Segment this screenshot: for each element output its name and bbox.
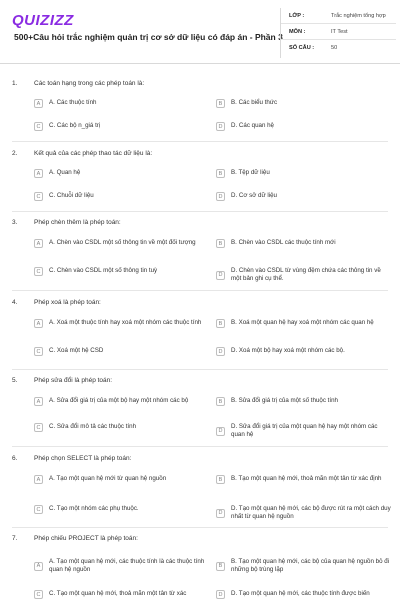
divider [12, 446, 388, 447]
question-text: Phép xoá là phép toán: [34, 299, 101, 306]
option-b[interactable] [216, 239, 391, 248]
option-letter: B [216, 169, 225, 178]
option-text: A. Tạo một quan hệ mới từ quan hệ nguồn [49, 475, 167, 483]
option-text: C. Tạo một nhóm các phụ thuộc. [49, 505, 139, 513]
option-text: D. Sửa đổi giá trị của một quan hệ hay một nhóm các quan hệ [231, 423, 378, 439]
question-number: 5. [12, 377, 18, 384]
option-letter: B [216, 99, 225, 108]
option-c[interactable] [34, 347, 209, 356]
option-text: D. Chèn vào CSDL từ vùng đệm chứa các thông tin về một bản ghi cụ thể. [231, 267, 381, 283]
option-b[interactable] [216, 475, 391, 484]
option-letter: A [34, 397, 43, 406]
question-text: Kết quả của các phép thao tác dữ liệu là: [34, 150, 153, 157]
option-text: A. Chèn vào CSDL một số thông tin về một đối tượng [49, 239, 196, 247]
option-c[interactable] [34, 122, 209, 131]
option-letter: D [216, 122, 225, 131]
page-header [0, 0, 400, 64]
option-letter: C [34, 122, 43, 131]
page-title: 500+Câu hỏi trắc nghiệm quản trị cơ sở dữ liệu có đáp án - Phần 3 [14, 32, 283, 42]
question-number: 1. [12, 80, 18, 87]
option-a[interactable] [34, 239, 209, 248]
option-letter: D [216, 590, 225, 599]
option-text: C. Xoá một hệ CSD [49, 347, 104, 355]
option-text: B. Sửa đổi giá trị của một số thuộc tính [231, 397, 338, 405]
option-text: A. Sửa đổi giá trị của một bộ hay một nhóm các bộ [49, 397, 189, 405]
meta-value: IT Test [331, 28, 348, 35]
option-a[interactable] [34, 475, 209, 484]
option-c[interactable] [34, 423, 209, 432]
option-d[interactable] [216, 347, 391, 356]
option-letter: B [216, 239, 225, 248]
question-number: 3. [12, 219, 18, 226]
option-text: B. Xoá một quan hệ hay xoá một nhóm các quan hệ [231, 319, 374, 327]
option-text: C. Các bộ n_giá trị [49, 122, 101, 130]
option-text: C. Sửa đổi mô tả các thuộc tính [49, 423, 137, 431]
option-d[interactable] [216, 423, 391, 440]
option-c[interactable] [34, 192, 209, 201]
option-letter: D [216, 192, 225, 201]
question-text: Phép chèn thêm là phép toán: [34, 219, 121, 226]
option-letter: D [216, 347, 225, 356]
option-letter: B [216, 562, 225, 571]
option-letter: B [216, 475, 225, 484]
option-a[interactable] [34, 169, 209, 178]
option-a[interactable] [34, 99, 209, 108]
meta-key: LỚP : [289, 12, 305, 19]
option-letter: B [216, 319, 225, 328]
meta-table [280, 8, 396, 58]
divider [12, 527, 388, 528]
divider [12, 369, 388, 370]
option-b[interactable] [216, 558, 391, 575]
option-text: B. Chèn vào CSDL các thuộc tính mới [231, 239, 336, 247]
option-text: B. Các biểu thức [231, 99, 278, 107]
question-number: 6. [12, 455, 18, 462]
option-a[interactable] [34, 319, 209, 328]
option-text: B. Tạo một quan hệ mới, các bộ của quan hệ nguồn bỏ đi những bộ trùng lặp [231, 558, 390, 574]
option-letter: A [34, 239, 43, 248]
option-text: D. Cơ sở dữ liệu [231, 192, 277, 200]
meta-row-subject [281, 24, 396, 40]
option-letter: D [216, 271, 225, 280]
option-a[interactable] [34, 397, 209, 406]
option-text: D. Xoá một bộ hay xoá một nhóm các bộ. [231, 347, 345, 355]
option-text: B. Tệp dữ liệu [231, 169, 270, 177]
option-d[interactable] [216, 192, 391, 201]
option-letter: A [34, 169, 43, 178]
question-text: Phép sửa đổi là phép toán: [34, 377, 113, 384]
option-text: C. Chèn vào CSDL một số thông tin tuỳ [49, 267, 158, 275]
divider [12, 141, 388, 142]
option-letter: C [34, 347, 43, 356]
option-letter: C [34, 505, 43, 514]
option-d[interactable] [216, 590, 391, 599]
option-letter: C [34, 423, 43, 432]
option-letter: B [216, 397, 225, 406]
option-text: A. Quan hệ [49, 169, 81, 177]
option-text: D. Tạo một quan hệ mới, các bộ được rút ra một cách duy nhất từ quan hệ nguồn [231, 505, 391, 521]
option-text: A. Các thuộc tính [49, 99, 97, 107]
option-text: D. Các quan hệ [231, 122, 274, 130]
option-c[interactable] [34, 590, 209, 599]
question-number: 2. [12, 150, 18, 157]
question-number: 7. [12, 535, 18, 542]
option-letter: C [34, 590, 43, 599]
option-letter: A [34, 562, 43, 571]
option-c[interactable] [34, 505, 209, 514]
option-text: D. Tạo một quan hệ mới, các thuộc tính được biến [231, 590, 370, 598]
option-c[interactable] [34, 267, 209, 276]
option-letter: A [34, 99, 43, 108]
meta-key: SỐ CÂU : [289, 45, 315, 51]
divider [12, 211, 388, 212]
question-text: Các toán hạng trong các phép toán là: [34, 80, 145, 87]
option-d[interactable] [216, 505, 391, 522]
option-text: A. Xoá một thuộc tính hay xoá một nhóm các thuộc tính [49, 319, 202, 327]
divider [12, 290, 388, 291]
option-letter: C [34, 267, 43, 276]
meta-value: 50 [331, 45, 338, 51]
option-text: B. Tạo một quan hệ mới, thoả mãn một tân từ xác định [231, 475, 382, 483]
option-letter: D [216, 509, 225, 518]
option-b[interactable] [216, 99, 391, 108]
question-text: Phép chiếu PROJECT là phép toán: [34, 535, 138, 542]
meta-row-class [281, 8, 396, 24]
option-text: A. Tạo một quan hệ mới, các thuộc tính là các thuộc tính quan hệ nguồn [49, 558, 205, 574]
option-b[interactable] [216, 397, 391, 406]
option-text: C. Chuỗi dữ liệu [49, 192, 94, 200]
option-letter: A [34, 319, 43, 328]
option-d[interactable] [216, 267, 391, 284]
option-letter: D [216, 427, 225, 436]
option-b[interactable] [216, 169, 391, 178]
question-number: 4. [12, 299, 18, 306]
meta-row-count [281, 40, 396, 56]
option-text: C. Tạo một quan hệ mới, thoả mãn một tân từ xác [49, 590, 187, 598]
option-b[interactable] [216, 319, 391, 328]
question-text: Phép chọn SELECT là phép toán: [34, 455, 132, 462]
option-a[interactable] [34, 558, 209, 575]
option-letter: A [34, 475, 43, 484]
meta-value: Trắc nghiệm tổng hợp [331, 12, 386, 19]
quizizz-logo: QUIZIZZ [12, 12, 74, 29]
option-d[interactable] [216, 122, 391, 131]
option-letter: C [34, 192, 43, 201]
meta-key: MÔN : [289, 28, 306, 35]
